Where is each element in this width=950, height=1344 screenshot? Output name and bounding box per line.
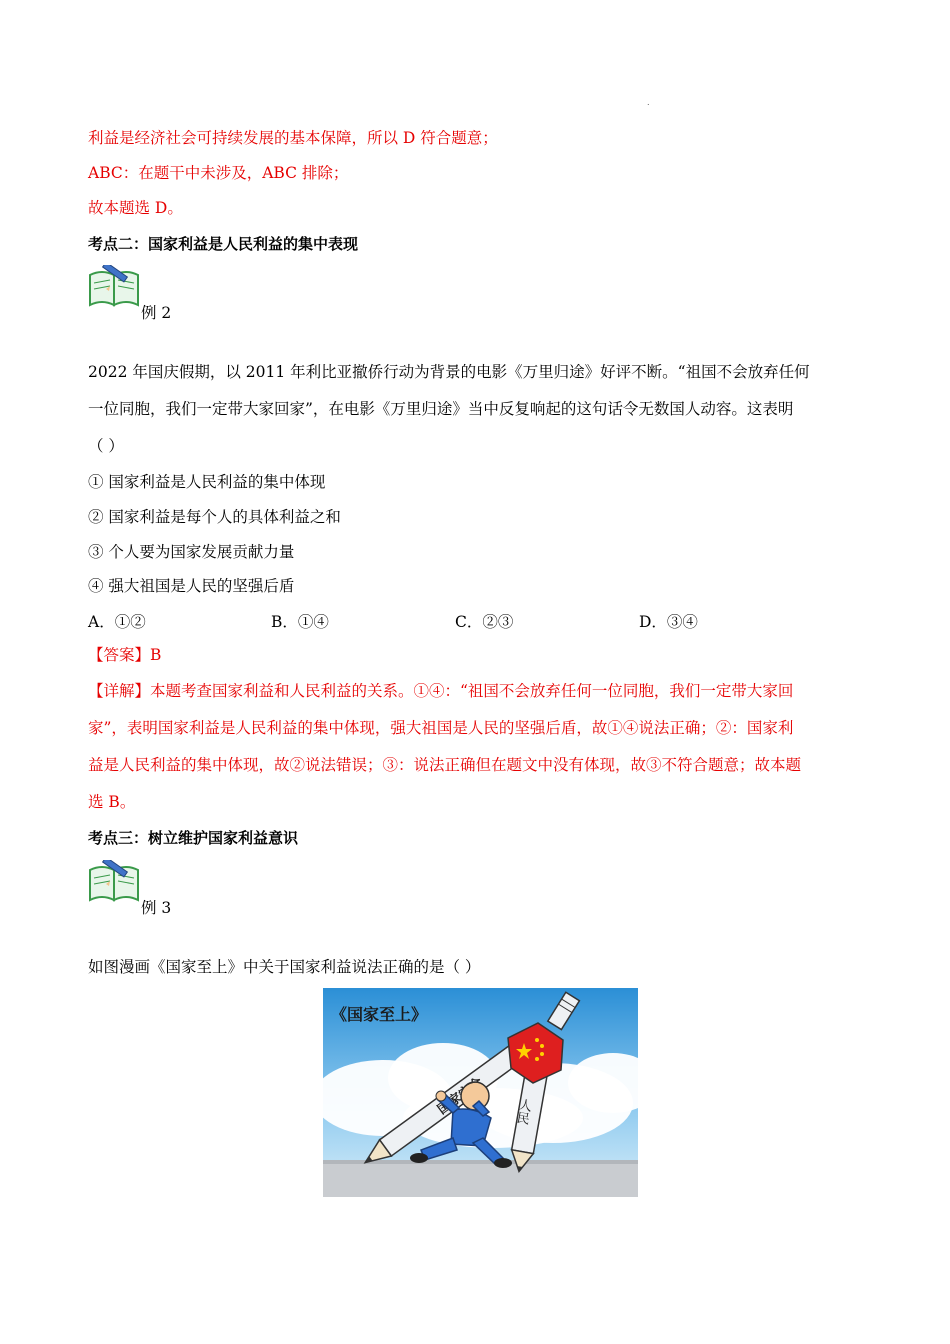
question-line-1: 2022 年国庆假期，以 2011 年利比亚撤侨行动为背景的电影《万里归途》好评不断。“祖国不会放弃任何 [88,363,810,381]
question-line-2: 一位同胞，我们一定带大家回家”，在电影《万里归途》当中反复响起的这句话令无数国人动容。这表明 [88,400,794,418]
example-3-label: 例 3 [141,899,172,917]
section3-heading: 考点三：树立维护国家利益意识 [88,829,299,847]
statement-2: ② 国家利益是每个人的具体利益之和 [88,508,341,526]
page-marker: . [647,98,650,107]
leg-label: 人民 [512,1097,533,1126]
book-pencil-icon [88,860,140,902]
statement-1: ① 国家利益是人民利益的集中体现 [88,473,326,491]
answer-tail-line-1: 利益是经济社会可持续发展的基本保障，所以 D 符合题意； [88,129,498,147]
answer-label: 【答案】B [88,646,162,664]
statement-4: ④ 强大祖国是人民的坚强后盾 [88,577,295,595]
example-3-question: 如图漫画《国家至上》中关于国家利益说法正确的是（ ） [88,958,481,976]
statement-3: ③ 个人要为国家发展贡献力量 [88,543,295,561]
choice-b: B．①④ [271,613,329,631]
book-pencil-icon [88,265,140,307]
answer-tail-line-3: 故本题选 D。 [88,199,183,217]
choice-a: A．①② [88,613,146,631]
example-2-label: 例 2 [141,304,172,322]
question-line-3: （ ） [88,437,124,455]
choice-c: C．②③ [455,613,514,631]
explanation-line-2: 家”，表明国家利益是人民利益的集中体现，强大祖国是人民的坚强后盾，故①④说法正确；②：国家利 [88,719,794,737]
choice-d: D．③④ [639,613,698,631]
cartoon-title: 《国家至上》 [331,1005,428,1024]
explanation-line-4: 选 B。 [88,793,136,811]
answer-tail-line-2: ABC：在题干中未涉及，ABC 排除； [88,164,349,182]
section2-heading: 考点二：国家利益是人民利益的集中表现 [88,235,359,253]
cartoon-image [323,988,638,1197]
explanation-line-1: 【详解】本题考查国家利益和人民利益的关系。①④：“祖国不会放弃任何一位同胞，我们一定带大家回 [88,682,794,700]
explanation-line-3: 益是人民利益的集中体现，故②说法错误；③：说法正确但在题文中没有体现，故③不符合题意；故本题 [88,756,802,774]
